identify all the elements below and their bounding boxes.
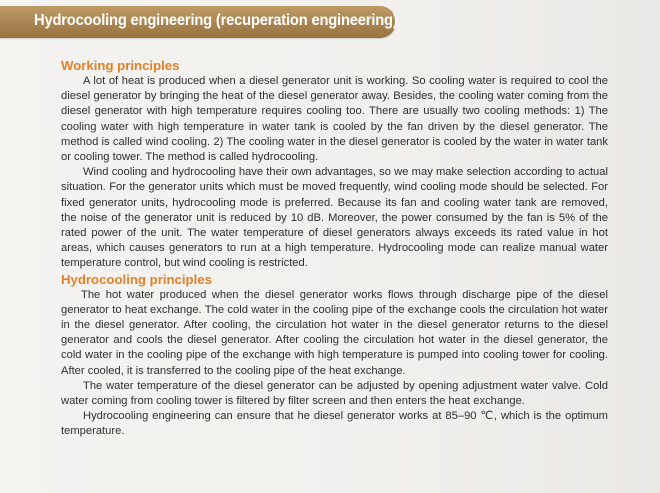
paragraph: A lot of heat is produced when a diesel generator unit is working. So cooling water is required to cool the diesel generator by bringing the heat of the diesel generator away. Besides, the cooling water coming from the diesel generator with high temperature requires cooling too. There are usually two cooling methods: 1) The cooling water with high temperature in water tank is cooled by the fan driven by the diesel generator. The method is called wind cooling. 2) The cooling water in the diesel generator is cooled by the water in water tank or cooling tower. The method is called hydrocooling. [61,75,608,164]
heading-hydrocooling-principles: Hydrocooling principles [61,271,212,287]
heading-working-principles: Working principles [61,58,180,73]
paragraph: Wind cooling and hydrocooling have their own advantages, so we may make selection according to actual situation. For the generator units which must be moved frequently, wind cooling mode should be selected. For fixed generator units, hydrocooling mode is preferred. Because its fan and cooling water tank are removed, the noise of the generator unit is reduced by 10 dB. Moreover, the power consumed by the fan is 5% of the rated power of the unit. The water temperature of diesel generators always exceeds its rated value in hot areas, which causes generators to run at a high temperature. Hydrocooling mode can realize manual water temperature control, but wind cooling is restricted. [61,166,608,270]
paragraph: The water temperature of the diesel generator can be adjusted by opening adjustment water valve. Cold water coming from cooling tower is filtered by filter screen and then enters the heat exchange. [61,379,608,408]
document-body [61,58,608,440]
paragraph: The hot water produced when the diesel generator works flows through discharge pipe of the diesel generator to heat exchange. The cold water in the cooling pipe of the exchange cools the circulation hot water in the diesel generator. After cooling, the circulation hot water in the diesel generator returns to the diesel generator and cools the diesel generator. After cooling the circulation hot water in the diesel generator, the cold water in the cooling pipe of the exchange with high temperature is pumped into cooling tower for cooling. After cooled, it is transferred to the cooling pipe of the heat exchange. [61,288,608,377]
banner-title: Hydrocooling engineering (recuperation engineering) [34,12,398,29]
section-banner [0,6,396,38]
paragraph: Hydrocooling engineering can ensure that he diesel generator works at 85–90 ℃, which is the optimum temperature. [61,410,608,438]
